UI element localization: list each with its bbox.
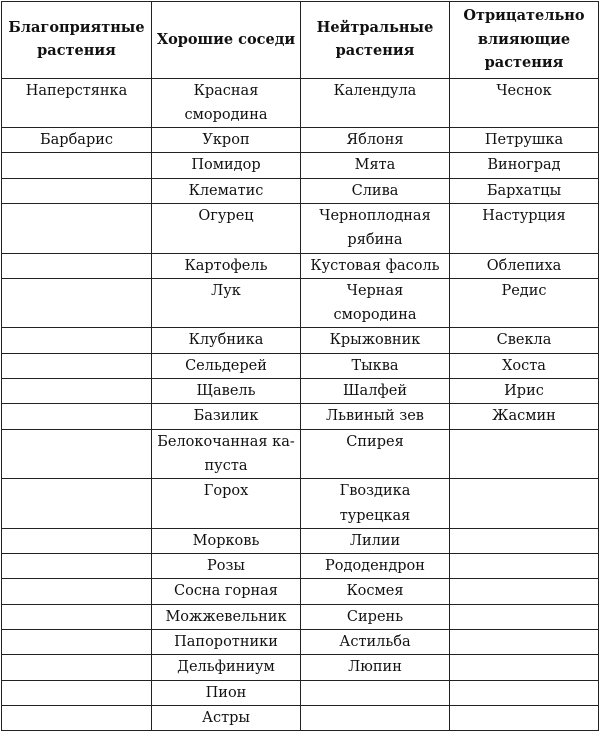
good-neighbor-cell: Морковь (152, 528, 301, 553)
good-neighbor-cell: Белокочанная ка-пуста (152, 429, 301, 479)
header-good-neighbors: Хорошие соседи (152, 2, 301, 79)
header-favorable-plants: Благоприятные растения (2, 2, 152, 79)
good-neighbor-cell: Помидор (152, 153, 301, 178)
neutral-plant-cell: Лилии (301, 528, 450, 553)
favorable-plant-cell (2, 203, 152, 253)
neutral-plant-cell: Астильба (301, 630, 450, 655)
favorable-plant-cell (2, 328, 152, 353)
negative-plant-cell (450, 528, 599, 553)
good-neighbor-cell: Огурец (152, 203, 301, 253)
table-row (2, 128, 599, 153)
negative-plant-cell: Облепиха (450, 253, 599, 278)
good-neighbor-cell: Розы (152, 554, 301, 579)
good-neighbor-cell: Можжевельник (152, 604, 301, 629)
favorable-plant-cell (2, 429, 152, 479)
neutral-plant-cell: Черноплодная рябина (301, 203, 450, 253)
negative-plant-cell: Виноград (450, 153, 599, 178)
good-neighbor-cell: Базилик (152, 404, 301, 429)
good-neighbor-cell: Пион (152, 680, 301, 705)
table-row (2, 604, 599, 629)
negative-plant-cell: Редис (450, 278, 599, 328)
good-neighbor-cell: Астры (152, 705, 301, 730)
good-neighbor-cell: Щавель (152, 379, 301, 404)
table-row (2, 353, 599, 378)
favorable-plant-cell (2, 353, 152, 378)
neutral-plant-cell: Тыква (301, 353, 450, 378)
neutral-plant-cell: Черная смородина (301, 278, 450, 328)
table-row (2, 404, 599, 429)
table-row (2, 680, 599, 705)
neutral-plant-cell: Слива (301, 178, 450, 203)
negative-plant-cell (450, 630, 599, 655)
neutral-plant-cell: Люпин (301, 655, 450, 680)
table-body (2, 78, 599, 731)
table-row (2, 554, 599, 579)
table-row (2, 429, 599, 479)
neutral-plant-cell: Кустовая фасоль (301, 253, 450, 278)
favorable-plant-cell (2, 479, 152, 529)
neutral-plant-cell: Спирея (301, 429, 450, 479)
good-neighbor-cell: Укроп (152, 128, 301, 153)
negative-plant-cell: Бархатцы (450, 178, 599, 203)
table-row (2, 328, 599, 353)
negative-plant-cell (450, 705, 599, 730)
plant-compatibility-table (1, 1, 599, 731)
good-neighbor-cell: Клубника (152, 328, 301, 353)
good-neighbor-cell: Папоротники (152, 630, 301, 655)
favorable-plant-cell (2, 253, 152, 278)
favorable-plant-cell (2, 680, 152, 705)
negative-plant-cell (450, 655, 599, 680)
favorable-plant-cell (2, 579, 152, 604)
negative-plant-cell: Чеснок (450, 78, 599, 128)
favorable-plant-cell (2, 554, 152, 579)
negative-plant-cell (450, 680, 599, 705)
table-row (2, 479, 599, 529)
favorable-plant-cell: Барбарис (2, 128, 152, 153)
table-row (2, 203, 599, 253)
favorable-plant-cell (2, 705, 152, 730)
good-neighbor-cell: Дельфиниум (152, 655, 301, 680)
good-neighbor-cell: Сельдерей (152, 353, 301, 378)
neutral-plant-cell: Гвоздика турецкая (301, 479, 450, 529)
table-row (2, 579, 599, 604)
negative-plant-cell (450, 554, 599, 579)
favorable-plant-cell (2, 278, 152, 328)
neutral-plant-cell: Календула (301, 78, 450, 128)
favorable-plant-cell (2, 630, 152, 655)
negative-plant-cell (450, 479, 599, 529)
header-negative-plants: Отрицательно влияющие растения (450, 2, 599, 79)
negative-plant-cell: Хоста (450, 353, 599, 378)
table-row (2, 379, 599, 404)
favorable-plant-cell (2, 153, 152, 178)
good-neighbor-cell: Картофель (152, 253, 301, 278)
favorable-plant-cell (2, 178, 152, 203)
favorable-plant-cell (2, 404, 152, 429)
table-row (2, 253, 599, 278)
table-row (2, 178, 599, 203)
negative-plant-cell (450, 604, 599, 629)
table-row (2, 278, 599, 328)
negative-plant-cell (450, 579, 599, 604)
good-neighbor-cell: Горох (152, 479, 301, 529)
table-row (2, 78, 599, 128)
negative-plant-cell: Петрушка (450, 128, 599, 153)
favorable-plant-cell (2, 655, 152, 680)
favorable-plant-cell (2, 528, 152, 553)
negative-plant-cell (450, 429, 599, 479)
good-neighbor-cell: Красная смородина (152, 78, 301, 128)
negative-plant-cell: Свекла (450, 328, 599, 353)
good-neighbor-cell: Клематис (152, 178, 301, 203)
header-neutral-plants: Нейтральные растения (301, 2, 450, 79)
favorable-plant-cell (2, 379, 152, 404)
neutral-plant-cell: Мята (301, 153, 450, 178)
favorable-plant-cell: Наперстянка (2, 78, 152, 128)
neutral-plant-cell (301, 680, 450, 705)
neutral-plant-cell: Львиный зев (301, 404, 450, 429)
good-neighbor-cell: Лук (152, 278, 301, 328)
neutral-plant-cell: Яблоня (301, 128, 450, 153)
table-row (2, 528, 599, 553)
neutral-plant-cell (301, 705, 450, 730)
neutral-plant-cell: Космея (301, 579, 450, 604)
negative-plant-cell: Настурция (450, 203, 599, 253)
neutral-plant-cell: Рододендрон (301, 554, 450, 579)
neutral-plant-cell: Сирень (301, 604, 450, 629)
favorable-plant-cell (2, 604, 152, 629)
negative-plant-cell: Ирис (450, 379, 599, 404)
table-header-row (2, 2, 599, 79)
table-row (2, 630, 599, 655)
table-row (2, 153, 599, 178)
neutral-plant-cell: Шалфей (301, 379, 450, 404)
table-row (2, 655, 599, 680)
good-neighbor-cell: Сосна горная (152, 579, 301, 604)
neutral-plant-cell: Крыжовник (301, 328, 450, 353)
table-row (2, 705, 599, 730)
negative-plant-cell: Жасмин (450, 404, 599, 429)
